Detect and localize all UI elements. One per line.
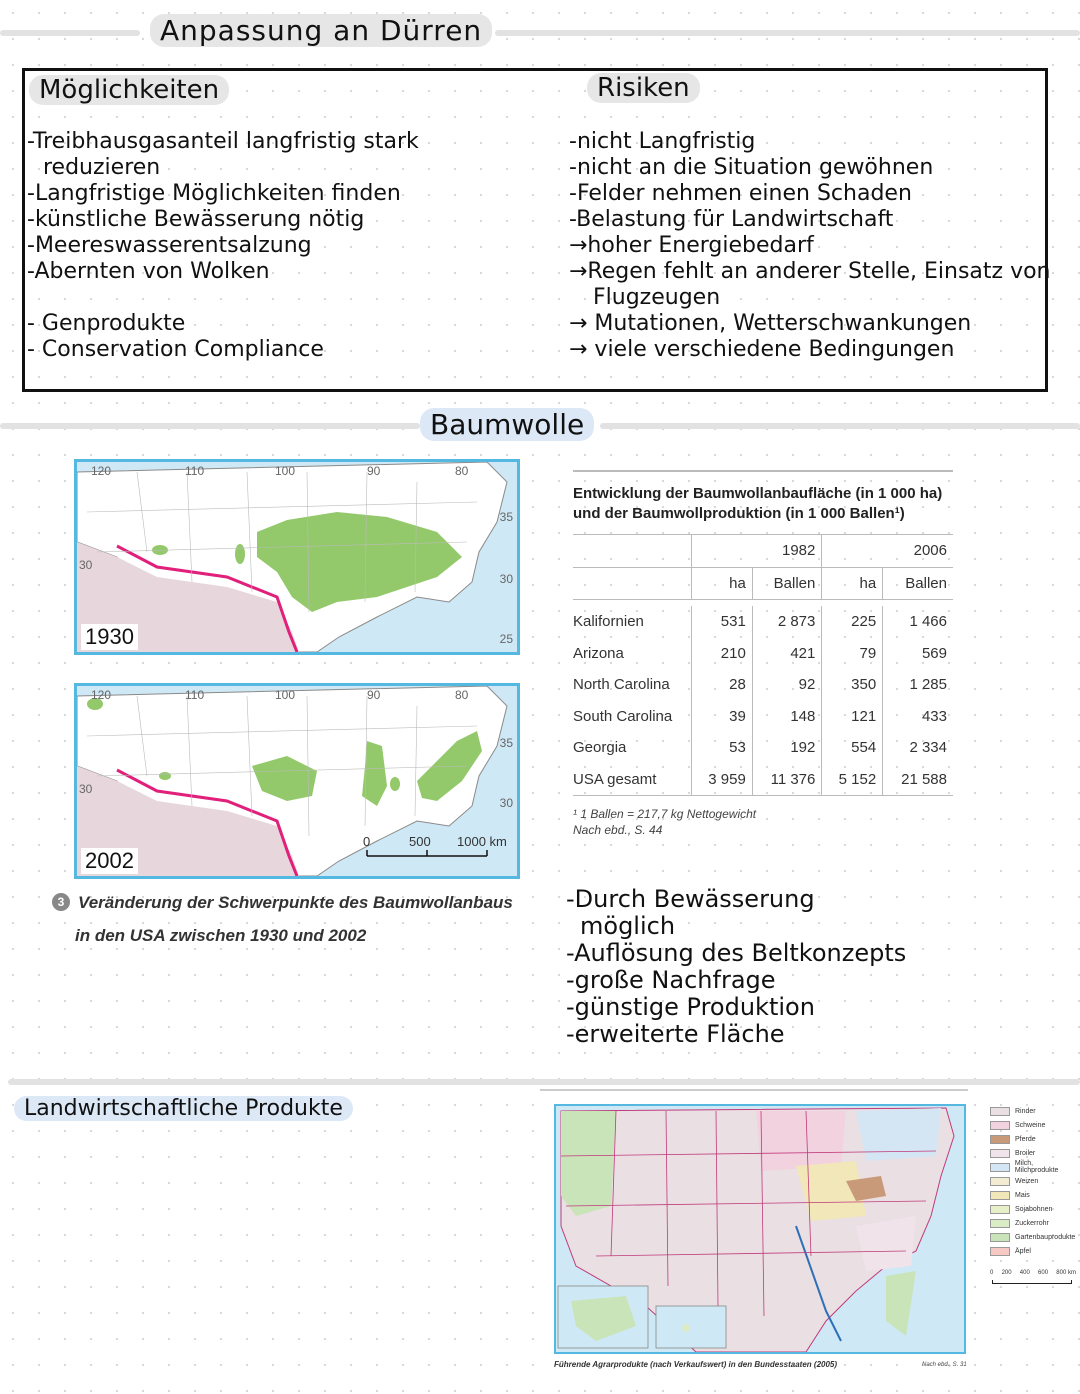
legend-item: [990, 1118, 1078, 1132]
lon-label: 100: [275, 464, 296, 478]
lon-label: 120: [91, 464, 112, 478]
value-cell: 5 152: [822, 764, 883, 796]
legend-swatch: [990, 1205, 1010, 1214]
lon-label: 100: [275, 688, 296, 702]
legend-label: Gartenbauprodukte: [1015, 1233, 1076, 1241]
value-cell: 531: [692, 606, 753, 638]
scale-label: 0: [363, 834, 371, 849]
lon-label: 120: [91, 688, 112, 702]
legend-label: Pferde: [1015, 1135, 1036, 1143]
map-caption: [52, 886, 532, 952]
adaptation-box: [22, 68, 1051, 392]
map-year-label: 1930: [81, 624, 138, 650]
value-cell: 21 588: [883, 764, 953, 796]
possibilities-heading: Möglichkeiten: [29, 75, 229, 105]
scale-label: 500: [409, 834, 431, 849]
value-cell: 148: [752, 701, 822, 733]
cotton-notes: [566, 886, 906, 1048]
agri-map-graphic: [556, 1106, 964, 1352]
value-cell: 53: [692, 732, 753, 764]
legend-swatch: [990, 1121, 1010, 1130]
value-cell: 350: [822, 669, 883, 701]
list-item: → viele verschiedene Bedingungen: [569, 337, 955, 362]
legend-label: Schweine: [1015, 1121, 1046, 1129]
list-item: -Treibhausgasanteil langfristig stark: [27, 129, 419, 154]
list-item: -Langfristige Möglichkeiten finden: [27, 181, 401, 206]
list-item: → Mutationen, Wetterschwankungen: [569, 311, 972, 336]
value-cell: 210: [692, 638, 753, 670]
value-cell: 121: [822, 701, 883, 733]
list-item: -Durch Bewässerung: [566, 885, 815, 913]
state-region: [756, 1111, 846, 1171]
value-cell: 569: [883, 638, 953, 670]
cotton-spot: [235, 544, 245, 564]
list-item: -Belastung für Landwirtschaft: [569, 207, 894, 232]
list-item: - Genprodukte: [27, 311, 186, 336]
map-1930-graphic: [77, 462, 517, 652]
figure-number: 3: [52, 893, 70, 911]
risks-list: [569, 129, 1051, 363]
list-item: -große Nachfrage: [566, 966, 776, 994]
list-item: -erweiterte Fläche: [566, 1020, 785, 1048]
scale-label: 0: [990, 1270, 994, 1276]
legend-label: Mais: [1015, 1191, 1030, 1199]
value-cell: 421: [752, 638, 822, 670]
legend-swatch: [990, 1247, 1010, 1256]
unit-header: ha: [822, 567, 883, 600]
lon-label: 90: [367, 464, 381, 478]
table-title-line: und der Baumwollproduktion (in 1 000 Ballen¹): [573, 505, 905, 522]
legend-label: Milch, Milchprodukte: [1014, 1160, 1059, 1174]
cotton-map-2002: [74, 683, 520, 879]
lon-label: 90: [367, 688, 381, 702]
value-cell: 192: [752, 732, 822, 764]
value-cell: 79: [822, 638, 883, 670]
list-item: -künstliche Bewässerung nötig: [27, 207, 365, 232]
lat-label: 30: [499, 572, 513, 586]
cotton-table: [573, 535, 953, 796]
hawaii-land: [682, 1324, 690, 1332]
scale-label: 400: [1019, 1270, 1030, 1276]
legend-item: [990, 1244, 1078, 1258]
legend-item: [990, 1230, 1078, 1244]
hawaii-inset: [656, 1306, 726, 1348]
legend-label: Weizen: [1015, 1177, 1039, 1185]
legend-item: [990, 1160, 1078, 1174]
risks-heading: Risiken: [587, 73, 700, 103]
table-title: [573, 484, 953, 524]
table-row: [573, 701, 953, 733]
list-item: -nicht Langfristig: [569, 129, 756, 154]
lat-label: 25: [499, 632, 513, 646]
agri-map-rule: [540, 1089, 968, 1091]
lat-label: 35: [499, 736, 513, 750]
state-cell: USA gesamt: [573, 770, 657, 788]
lat-label: 30: [499, 796, 513, 810]
list-item: reduzieren: [43, 155, 161, 180]
table-title-line: Entwicklung der Baumwollanbaufläche (in 1 000 ha): [573, 485, 943, 502]
legend-item: [990, 1104, 1078, 1118]
scale-label: 800 km: [1056, 1270, 1076, 1276]
list-item: -Felder nehmen einen Schaden: [569, 181, 912, 206]
legend-item: [990, 1174, 1078, 1188]
legend-label: Sojabohnen: [1015, 1205, 1053, 1213]
scale-label: 600: [1038, 1270, 1049, 1276]
legend-swatch: [990, 1191, 1010, 1200]
list-item: -Auflösung des Beltkonzepts: [566, 939, 907, 967]
map-2002-graphic: [77, 686, 517, 876]
possibilities-list: [27, 129, 419, 363]
table-row: [573, 732, 953, 764]
value-cell: 1 466: [883, 606, 953, 638]
value-cell: 3 959: [692, 764, 753, 796]
list-item: →Regen fehlt an anderer Stelle, Einsatz von: [569, 259, 1051, 284]
cotton-map-1930: [74, 459, 520, 655]
list-item: →hoher Energiebedarf: [569, 233, 814, 258]
legend-swatch: [990, 1233, 1010, 1242]
table-footnote: [573, 806, 953, 838]
legend-item: [990, 1132, 1078, 1146]
agri-map-caption: Führende Agrarprodukte (nach Verkaufswert) in den Bundesstaaten (2005): [554, 1360, 838, 1369]
legend-swatch: [990, 1163, 1010, 1172]
lat-label: 30: [79, 558, 93, 572]
list-item: -nicht an die Situation gewöhnen: [569, 155, 934, 180]
cotton-heading: Baumwolle: [420, 408, 594, 441]
unit-header: ha: [692, 567, 753, 600]
legend-swatch: [990, 1149, 1010, 1158]
legend-scale-bar: [992, 1280, 1072, 1284]
legend-swatch: [990, 1219, 1010, 1228]
list-item: -Meereswasserentsalzung: [27, 233, 312, 258]
value-cell: 225: [822, 606, 883, 638]
state-cell: Georgia: [573, 739, 627, 757]
caption-line: in den USA zwischen 1930 und 2002: [75, 926, 367, 945]
lon-label: 110: [185, 688, 205, 702]
caption-line: Veränderung der Schwerpunkte des Baumwollanbaus: [78, 893, 513, 912]
scale-label: 1000 km: [457, 834, 507, 849]
state-cell: North Carolina: [573, 676, 670, 694]
legend-swatch: [990, 1135, 1010, 1144]
lat-label: 35: [499, 510, 513, 524]
lon-label: 110: [185, 464, 205, 478]
legend-label: Broiler: [1015, 1149, 1036, 1157]
list-item: -Abernten von Wolken: [27, 259, 270, 284]
state-cell: Arizona: [573, 644, 624, 662]
agri-legend: [990, 1104, 1078, 1276]
list-item: Flugzeugen: [593, 285, 721, 310]
lon-label: 80: [455, 464, 469, 478]
map-year-label: 2002: [81, 848, 138, 874]
legend-item: [990, 1202, 1078, 1216]
cotton-spot: [390, 777, 400, 791]
legend-item: [990, 1146, 1078, 1160]
year-header: 2006: [822, 535, 953, 567]
legend-label: Äpfel: [1015, 1247, 1031, 1255]
value-cell: 39: [692, 701, 753, 733]
lon-label: 80: [455, 688, 469, 702]
agri-map-source: Nach ebd., S. 31: [922, 1362, 967, 1368]
year-header: 1982: [692, 535, 822, 567]
table-row: [573, 606, 953, 638]
unit-header: Ballen: [883, 567, 953, 600]
legend-label: Zuckerrohr: [1015, 1219, 1049, 1227]
value-cell: 554: [822, 732, 883, 764]
footnote-line: Nach ebd., S. 44: [573, 823, 663, 837]
legend-label: Rinder: [1015, 1107, 1036, 1115]
footnote-line: ¹ 1 Ballen = 217,7 kg Nettogewicht: [573, 807, 757, 821]
value-cell: 11 376: [752, 764, 822, 796]
value-cell: 2 873: [752, 606, 822, 638]
page-title: Anpassung an Dürren: [150, 14, 492, 47]
table-row: [573, 638, 953, 670]
list-item: - Conservation Compliance: [27, 337, 324, 362]
lat-label: 30: [79, 782, 93, 796]
list-item: [27, 285, 419, 311]
cotton-table-block: [573, 470, 953, 838]
legend-scale: [990, 1270, 1076, 1276]
table-row: [573, 669, 953, 701]
agri-heading: Landwirtschaftliche Produkte: [14, 1096, 353, 1121]
scale-label: 200: [1001, 1270, 1012, 1276]
unit-header: Ballen: [752, 567, 822, 600]
state-cell: South Carolina: [573, 707, 673, 725]
state-cell: Kalifornien: [573, 613, 644, 631]
value-cell: 2 334: [883, 732, 953, 764]
legend-item: [990, 1188, 1078, 1202]
value-cell: 28: [692, 669, 753, 701]
legend-swatch: [990, 1107, 1010, 1116]
state-region: [856, 1108, 941, 1161]
value-cell: 92: [752, 669, 822, 701]
state-region: [561, 1111, 616, 1216]
list-item: -günstige Produktion: [566, 993, 815, 1021]
agri-map: [554, 1104, 966, 1354]
list-item: möglich: [580, 912, 676, 940]
value-cell: 1 285: [883, 669, 953, 701]
cotton-spot: [159, 772, 171, 780]
legend-item: [990, 1216, 1078, 1230]
value-cell: 433: [883, 701, 953, 733]
table-row: [573, 764, 953, 796]
legend-swatch: [990, 1177, 1010, 1186]
